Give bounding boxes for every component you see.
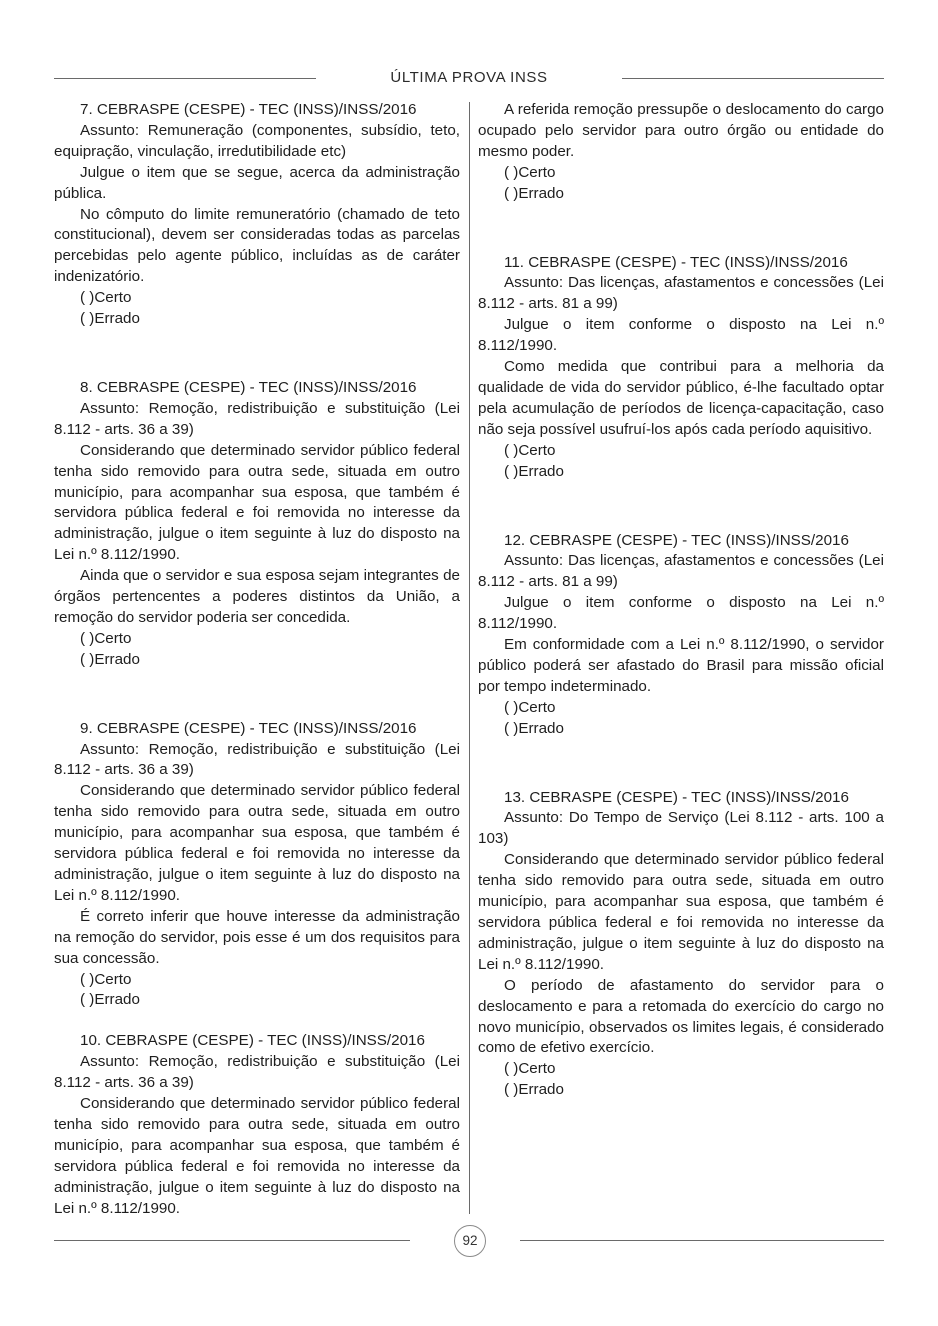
question-11 [478,253,884,483]
left-column [54,100,460,1220]
question-item: O período de afastamento do servidor para o deslocamento e para a retomada do exercício do cargo no novo município, observados os limites legais, é considerado como de efetivo exercício. [478,976,884,1057]
option-errado[interactable]: ( )Errado [80,650,140,668]
option-certo[interactable]: ( )Certo [504,1060,556,1078]
option-errado[interactable]: ( )Errado [80,310,140,328]
spacer [478,205,884,253]
question-title: 7. CEBRASPE (CESPE) - TEC (INSS)/INSS/2016 [80,101,417,118]
question-subject: Assunto: Remoção, redistribuição e substituição (Lei 8.112 - arts. 36 a 39) [54,399,460,438]
question-statement: Considerando que determinado servidor público federal tenha sido removido para outra sede, situada em outro município, para acompanhar sua esposa, que também é servidora pública federal e foi removida no interesse da administração, julgue o item seguinte à luz do disposto na Lei n.º 8.112/1990. [54,782,460,904]
question-statement: Julgue o item conforme o disposto na Lei n.º 8.112/1990. [478,316,884,355]
option-certo[interactable]: ( )Certo [504,163,556,181]
question-7 [54,100,460,330]
option-errado[interactable]: ( )Errado [80,991,140,1009]
option-certo[interactable]: ( )Certo [80,970,132,988]
footer-rule-left [54,1240,410,1241]
header-rule-left [54,78,316,79]
question-statement: Considerando que determinado servidor público federal tenha sido removido para outra sede, situada em outro município, para acompanhar sua esposa, que também é servidora pública federal e foi removida no interesse da administração, julgue o item seguinte à luz do disposto na Lei n.º 8.112/1990. [54,441,460,564]
spacer [54,330,460,378]
spacer [478,740,884,788]
option-certo[interactable]: ( )Certo [504,698,556,716]
question-item: A referida remoção pressupõe o deslocamento do cargo ocupado pelo servidor para outro órgão ou entidade do mesmo poder. [478,101,884,160]
question-statement: Considerando que determinado servidor público federal tenha sido removido para outra sede, situada em outro município, para acompanhar sua esposa, que também é servidora pública federal e foi removida no interesse da administração, julgue o item seguinte à luz do disposto na Lei n.º 8.112/1990. [478,851,884,973]
question-subject: Assunto: Das licenças, afastamentos e concessões (Lei 8.112 - arts. 81 a 99) [478,274,884,313]
question-subject: Assunto: Remoção, redistribuição e substituição (Lei 8.112 - arts. 36 a 39) [54,1053,460,1092]
question-subject: Assunto: Remuneração (componentes, subsídio, teto, equipração, vinculação, irredutibilidade etc) [54,121,460,160]
option-certo[interactable]: ( )Certo [80,629,132,647]
question-item: Ainda que o servidor e sua esposa sejam integrantes de órgãos pertencentes a poderes distintos da União, a remoção do servidor poderia ser concedida. [54,567,460,626]
option-errado[interactable]: ( )Errado [504,1081,564,1099]
question-item: Em conformidade com a Lei n.º 8.112/1990, o servidor público poderá ser afastado do Brasil para missão oficial por tempo indeterminado. [478,636,884,695]
option-errado[interactable]: ( )Errado [504,462,564,480]
question-statement: Julgue o item que se segue, acerca da administração pública. [54,163,460,202]
right-column [478,100,884,1101]
question-statement: Julgue o item conforme o disposto na Lei n.º 8.112/1990. [478,594,884,633]
page-header-title: ÚLTIMA PROVA INSS [390,69,548,86]
option-certo[interactable]: ( )Certo [80,289,132,307]
spacer [478,483,884,531]
column-divider [469,102,470,1214]
question-subject: Assunto: Das licenças, afastamentos e concessões (Lei 8.112 - arts. 81 a 99) [478,552,884,591]
question-item: É correto inferir que houve interesse da administração na remoção do servidor, pois esse é um dos requisitos para sua concessão. [54,907,460,967]
question-statement: Considerando que determinado servidor público federal tenha sido removido para outra sede, situada em outro município, para acompanhar sua esposa, que também é servidora pública federal e foi removida no interesse da administração, julgue o item seguinte à luz do disposto na Lei n.º 8.112/1990. [54,1095,460,1217]
question-title: 10. CEBRASPE (CESPE) - TEC (INSS)/INSS/2016 [80,1032,425,1050]
question-item: Como medida que contribui para a melhoria da qualidade de vida do servidor público, é-lhe facultado optar pela acumulação de períodos de licença-capacitação, caso não seja possível usufruí-los após cada período aquisitivo. [478,358,884,438]
spacer [54,671,460,719]
option-certo[interactable]: ( )Certo [504,441,556,459]
option-errado[interactable]: ( )Errado [504,719,564,737]
option-errado[interactable]: ( )Errado [504,184,564,202]
footer-rule-right [520,1240,884,1241]
question-item: No cômputo do limite remuneratório (chamado de teto constitucional), devem ser consideradas todas as parcelas percebidas pelo agente público, incluídas as de caráter indenizatório. [54,205,460,286]
question-title: 8. CEBRASPE (CESPE) - TEC (INSS)/INSS/2016 [80,378,417,396]
question-subject: Assunto: Do Tempo de Serviço (Lei 8.112 - arts. 100 a 103) [478,809,884,848]
question-8 [54,378,460,671]
question-10-continued [478,100,884,205]
question-10 [54,1031,460,1219]
question-title: 9. CEBRASPE (CESPE) - TEC (INSS)/INSS/2016 [80,719,417,737]
page-number: 92 [454,1225,486,1257]
question-9 [54,719,460,1012]
question-title: 13. CEBRASPE (CESPE) - TEC (INSS)/INSS/2016 [504,788,849,806]
spacer [54,1011,460,1031]
header-rule-right [622,78,884,79]
question-12 [478,531,884,740]
question-title: 12. CEBRASPE (CESPE) - TEC (INSS)/INSS/2016 [504,531,849,549]
question-subject: Assunto: Remoção, redistribuição e substituição (Lei 8.112 - arts. 36 a 39) [54,740,460,779]
question-13 [478,788,884,1102]
question-title: 11. CEBRASPE (CESPE) - TEC (INSS)/INSS/2016 [504,253,848,271]
